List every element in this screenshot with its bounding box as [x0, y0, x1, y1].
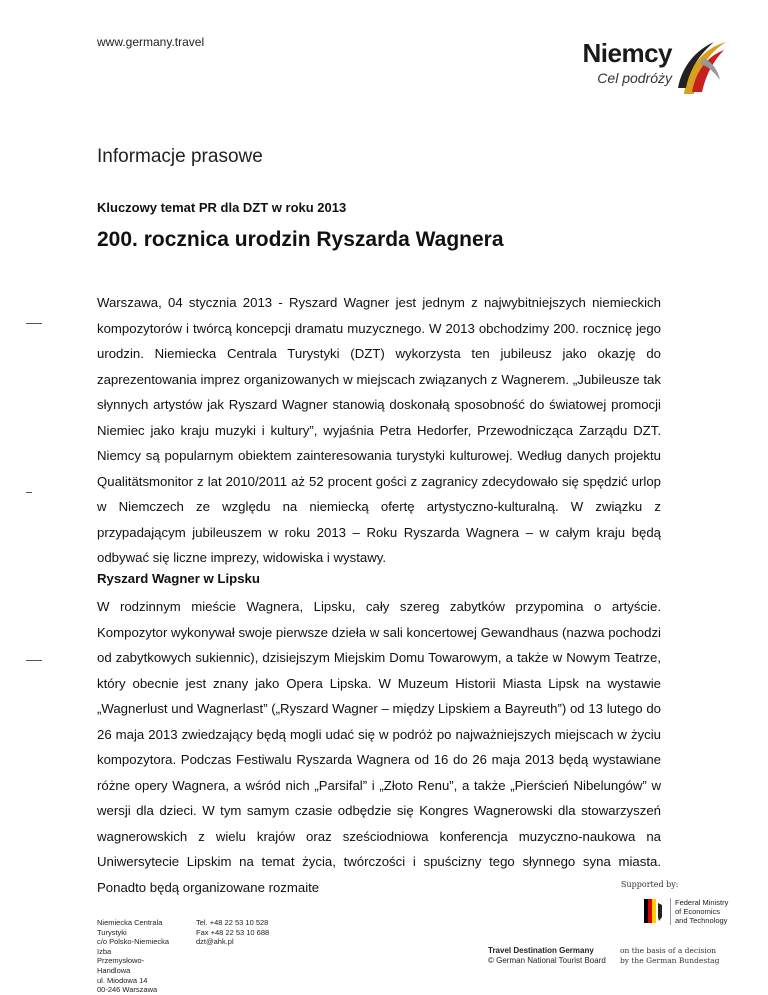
paragraph-intro: Warszawa, 04 stycznia 2013 - Ryszard Wagner jest jednym z najwybitniejszych niemieckich kompozytorów i twórcą koncepcji dramatu muzycznego. W 2013 obchodzimy 200. rocznicę jego urodzin. Niemiecka Centrala Turystyki (DZT) wykorzysta ten jubileusz jako okazję do zaprezentowania imprez organizowanych w miejscach związanych z Wagnerem. „Jubileusze tak słynnych artystów jak Ryszard Wagner stanowią doskonałą sposobność do światowej promocji Niemiec jako kraju muzyki i kultury”, wyjaśnia Petra Hedorfer, Przewodnicząca Zarządu DZT. Niemcy są popularnym obiektem zainteresowania turystyki kulturowej. Według danych projektu Qualitätsmonitor z lat 2010/2011 aż 52 procent gości z zagranicy zdecydowało się spędzić urlop w Niemczech ze względu na niemiecką ofertę artystyczno-kulturalną. W związku z przypadającym jubileuszem w roku 2013 – Roku Ryszarda Wagnera – w całym kraju będą odbywać się liczne imprezy, widowiska i wystawy. — [97, 295, 661, 565]
footer-contact: Tel. +48 22 53 10 528 Fax +48 22 53 10 688 dzt@ahk.pl — [196, 918, 270, 947]
bundestag-decision: on the basis of a decision by the German Bundestag — [620, 946, 720, 965]
logo-subtitle: Cel podróży — [597, 70, 672, 86]
section-title: Informacje prasowe — [97, 146, 263, 167]
ministry-label: Federal Ministry of Economics and Technology — [670, 898, 728, 925]
punch-mark — [26, 492, 32, 493]
website-url: www.germany.travel — [97, 35, 205, 49]
supported-by-label: Supported by: — [621, 880, 679, 889]
paragraph-leipzig: W rodzinnym mieście Wagnera, Lipsku, cały szereg zabytków przypomina o artyście. Kompozytor wykonywał swoje pierwsze dzieła w sali koncertowej Gewandhaus (nazwa pochodzi od zabytkowych sukiennic), dzisiejszym Miejskim Domu Towarowym, a także w Nowym Teatrze, który obecnie jest znany jako Opera Lipska. W Muzeum Historii Miasta Lipsk na wystawie „Wagnerlust und Wagnerlast” („Ryszard Wagner – między Lipskiem a Bayreuth”) od 13 lutego do 26 maja 2013 zwiedzający będą mogli udać się w podróż po najważniejszych miejscach w życiu kompozytora. Podczas Festiwalu Ryszarda Wagnera od 16 do 26 maja 2013 będą wystawiane różne opery Wagnera, a wśród nich „Parsifal” i „Złoto Renu”, a także „Pierścień Nibelungów” w wersji dla dzieci. W tym samym czasie odbędzie się Kongres Wagnerowski dla stowarzyszeń wagnerowskich z wielu krajów oraz sześciodniowa konferencja muzyczno-naukowa na Uniwersytecie Lipskim na temat życia, twórczości i spuścizny tego słynnego syna miasta. Ponadto będą organizowane rozmaite — [97, 599, 661, 895]
logo-title: Niemcy — [582, 38, 672, 68]
fold-mark — [26, 323, 42, 324]
headline: 200. rocznica urodzin Ryszarda Wagnera — [97, 228, 504, 251]
footer-address: Niemiecka Centrala Turystyki c/o Polsko-Niemiecka Izba Przemysłowo-Handlowa ul. Miodowa 14 00-246 Warszawa — [97, 918, 170, 995]
tdg-label: Travel Destination Germany © German National Tourist Board — [488, 946, 606, 965]
federal-eagle-icon — [644, 899, 662, 923]
fold-mark — [26, 660, 42, 661]
kicker: Kluczowy temat PR dla DZT w roku 2013 — [97, 200, 347, 215]
swoosh-logo-icon — [674, 36, 730, 100]
niemcy-logo — [560, 32, 730, 102]
subheading: Ryszard Wagner w Lipsku — [97, 571, 260, 586]
